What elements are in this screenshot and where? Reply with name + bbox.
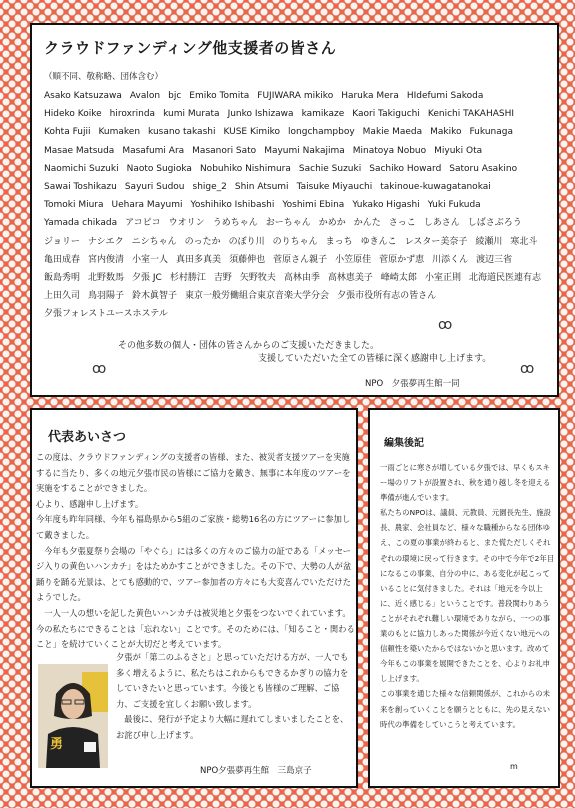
supporter-name: Makie Maeda [362, 127, 423, 138]
supporter-name: 夕張フォレストユースホステル [44, 309, 168, 320]
representative-photo [38, 664, 108, 768]
supporter-name: Avalon [129, 91, 161, 101]
supporter-name: 高林由季 [283, 273, 320, 284]
supporter-name: 杉村勝江 [169, 273, 206, 284]
supporter-name: 寒北斗 [510, 236, 538, 247]
supporter-name: Tomoki Miura [44, 200, 104, 211]
supporter-name: うめちゃん [212, 218, 258, 229]
supporter-name: kamikaze [301, 109, 345, 120]
supporter-name: Kumaken [98, 127, 141, 138]
supporter-name: レスター美奈子 [404, 236, 468, 247]
supporter-name: 小笠原佳 [335, 254, 372, 265]
greeting-title: 代表あいさつ [48, 430, 127, 445]
supporter-name: ナシエク [87, 236, 124, 247]
supporter-name: hiroxrinda [109, 109, 156, 120]
supporter-name: おーちゃん [265, 218, 311, 229]
supporters-panel [30, 23, 559, 397]
supporters-org: NPO 夕張夢再生館一同 [365, 379, 460, 389]
supporter-name: しあさん [423, 218, 460, 229]
supporter-name: Kenichi TAKAHASHI [427, 109, 514, 120]
supporter-name: Hideko Koike [44, 109, 102, 120]
postscript-paragraph: 私たちのNPOは、議員、元教員、元園長先生、施設長、農家、会社員など、様々な職種からなる団体ゆえ、この夏の事業が終わると、また慌ただしくそれぞれの環境に戻って行きます。その中で今年で2年目になるこの事業、自分の中に、ある変化が起こっていることに気付きました。それは「地元を今以上に、近く感じる」ということです。普段関わりあうことがそれぞれ難しい環境でありながら、一つの事業のもとに協力しあった関係が今近くない地元への信頼性を築いたからではないかと思います。改めて今年もこの事業を展開できたことを、心よりお礼申し上げます。 [380, 508, 555, 684]
supporter-name: kusano takashi [148, 127, 216, 138]
supporter-name: Masanori Sato [192, 145, 257, 156]
supporter-name: Miyuki Ota [434, 145, 483, 156]
supporter-name: 峰崎太郎 [380, 273, 417, 284]
paperclip-icon: ꝏ [520, 361, 535, 377]
supporter-name: 北野数馬 [88, 273, 125, 284]
greeting-paragraph: 最後に、発行が予定より大幅に遅れてしまいましたことを、お詫び申し上げます。 [116, 714, 349, 740]
supporter-name: のったか [184, 236, 221, 247]
greeting-signature: NPO夕張夢再生館 三島京子 [200, 766, 312, 776]
supporter-name: Masae Matsuda [44, 145, 115, 156]
greeting-paragraph: 心より、感謝申し上げます。 [36, 498, 144, 509]
supporter-name: KUSE Kimiko [223, 127, 281, 138]
supporter-name: 川添くん [432, 254, 469, 265]
supporter-name: まっち [325, 236, 353, 247]
supporter-name: Sachie Suzuki [298, 163, 362, 174]
supporter-name: 真田多真美 [176, 254, 222, 265]
supporter-name: Junko Ishizawa [227, 109, 294, 120]
greeting-body [36, 450, 356, 653]
supporter-name: Haruka Mera [341, 91, 399, 101]
greeting-paragraph: 夕張が「第二のふるさと」と思っていただける方が、一人でも多く増えるように、私たちはこれからもできるかぎりの協力をしていきたいと思っています。今後とも皆様のご理解、ご協力、ご支援を宜しくお願い致します。 [116, 652, 349, 709]
greeting-panel [30, 408, 358, 788]
postscript-panel [368, 408, 560, 788]
supporter-name: 高林恵美子 [327, 273, 373, 284]
supporter-name: 東京一般労働組合東京音楽大学分会 [185, 291, 330, 302]
supporter-name: Asako Katsuzawa [44, 91, 122, 101]
supporter-name: 菅原かず恵 [379, 254, 425, 265]
supporter-name: 夕張 JC [132, 273, 162, 284]
supporter-name: 綾瀬川 [475, 236, 503, 247]
supporter-name: 鈴木眞智子 [132, 291, 178, 302]
supporter-name: ウオリン [168, 218, 205, 229]
supporter-name: 宮内俊清 [88, 254, 125, 265]
supporter-name: Naomichi Suzuki [44, 163, 119, 174]
supporter-name: ゆきんこ [360, 236, 397, 247]
greeting-paragraph: 一人一人の想いを記した黄色いハンカチは被災地と夕張をつないでくれています。今の私たちにできることは「忘れない」ことです。そのためには、「知ること・関わること」を続けていくことが大切だと考えています。 [36, 607, 355, 650]
supporter-name: Kohta Fujii [44, 127, 91, 138]
supporter-name: bjc [168, 91, 182, 101]
supporters-title: クラウドファンディング他支援者の皆さん [44, 39, 337, 57]
supporter-name: Yukako Higashi [352, 200, 420, 211]
supporter-name: Sawai Toshikazu [44, 182, 117, 193]
supporter-name: ジョリー [44, 236, 80, 247]
postscript-paragraph: 一雨ごとに寒さが増している夕張では、早くもスキー場のリフトが設置され、秋を通り越し冬を迎える準備が進んでいます。 [380, 463, 551, 503]
postscript-body [380, 460, 555, 732]
supporter-name: 北海道民医連有志 [468, 273, 541, 284]
supporter-name: Yamada chikada [44, 218, 118, 229]
supporter-name: Uehara Mayumi [111, 200, 183, 211]
supporter-name: HIdefumi Sakoda [406, 91, 484, 101]
supporter-name: かめか [318, 218, 346, 229]
supporter-name: しばさぶろう [467, 218, 522, 229]
supporter-name: 小室一人 [132, 254, 169, 265]
supporter-name: Shin Atsumi [234, 182, 289, 193]
supporter-name: Fukunaga [469, 127, 513, 138]
supporter-name: 飯島秀明 [44, 273, 81, 284]
supporter-name: Nobuhiko Nishimura [199, 163, 291, 174]
supporter-name: Sachiko Howard [369, 163, 442, 174]
supporter-name: FUJIWARA mikiko [257, 91, 334, 101]
supporter-name: 夕張市役所有志の皆さん [337, 291, 437, 302]
supporter-name: Kaori Takiguchi [352, 109, 420, 120]
supporters-note: （順不同、敬称略、団体含む） [44, 72, 164, 82]
postscript-mark: m [510, 762, 518, 771]
postscript-paragraph: この事業を通じた様々な信頼関係が、これからの未来を創っていくことを願うとともに、先の見えない時代の準備をしていこうと考えています。 [380, 689, 550, 729]
supporter-name: Yoshihiko Ishibashi [190, 200, 275, 211]
supporter-name: 須藤伸也 [229, 254, 266, 265]
svg-text:勇: 勇 [50, 737, 64, 752]
supporter-name: Makiko [430, 127, 462, 138]
supporter-name: アコピコ [125, 218, 161, 229]
supporter-name: ニシちゃん [131, 236, 177, 247]
supporter-name: Yoshimi Ebina [282, 200, 345, 211]
supporter-name: 渡辺三省 [476, 254, 513, 265]
thanks-line-2: 支援していただいた全ての皆様に深く感謝申し上げます。 [258, 354, 492, 364]
supporter-name: Satoru Asakino [449, 163, 518, 174]
supporter-name: のぼり川 [228, 236, 265, 247]
supporter-name: Emiko Tomita [189, 91, 250, 101]
supporter-name: 菅原さん親子 [273, 254, 328, 265]
greeting-paragraph: この度は、クラウドファンディングの支援者の皆様、また、被災者支援ツアーを実施するに当たり、多くの地元夕張市民の皆様にご協力を戴き、無事に本年度のツアーを実施をすることができました。 [36, 452, 351, 494]
supporter-name: 小室正則 [424, 273, 461, 284]
supporter-name: shige_2 [192, 182, 227, 193]
supporter-name: takinoue-kuwagatanokai [380, 182, 491, 193]
supporter-name: 上田久司 [44, 291, 81, 302]
supporter-name: Minatoya Nobuo [352, 145, 427, 156]
supporter-name: Taisuke Miyauchi [296, 182, 373, 193]
supporter-name: 亀田成春 [44, 254, 81, 265]
supporter-name: のりちゃん [272, 236, 318, 247]
greeting-paragraph: 今年も夕張夏祭り会場の「やぐら」には多くの方々のご協力の証である「メッセージ入りの黄色いハンカチ」をはためかすことができました。その下で、大勢の人が盆踊りを踊る光景は、とても感動的で、ツアー参加者の方々にも大変喜んでいただけたようでした。 [36, 545, 352, 603]
paperclip-icon: ꝏ [92, 361, 107, 377]
thanks-line-1: その他多数の個人・団体の皆さんからのご支援いただきました。 [118, 341, 380, 351]
supporter-name: Naoto Sugioka [126, 163, 192, 174]
supporter-names-list [44, 87, 549, 324]
paperclip-icon: ꝏ [438, 317, 453, 333]
supporter-name: longchampboy [288, 127, 355, 138]
supporter-name: 鳥羽陽子 [88, 291, 125, 302]
greeting-wrap-text [116, 650, 352, 744]
supporter-name: Mayumi Nakajima [264, 145, 345, 156]
supporter-name: かんた [353, 218, 381, 229]
supporter-name: 矢野牧夫 [239, 273, 276, 284]
supporter-name: Masafumi Ara [122, 145, 185, 156]
supporter-name: 吉野 [213, 273, 232, 284]
supporter-name: kumi Murata [163, 109, 220, 120]
supporter-name: Sayuri Sudou [124, 182, 185, 193]
greeting-paragraph: 今年度も昨年同様、今年も福島県から5組のご家族・総勢16名の方にツアーに参加して戴きました。 [36, 514, 351, 540]
supporter-name: さっこ [388, 218, 416, 229]
postscript-title: 編集後記 [384, 438, 424, 449]
supporter-name: Yuki Fukuda [427, 200, 481, 211]
